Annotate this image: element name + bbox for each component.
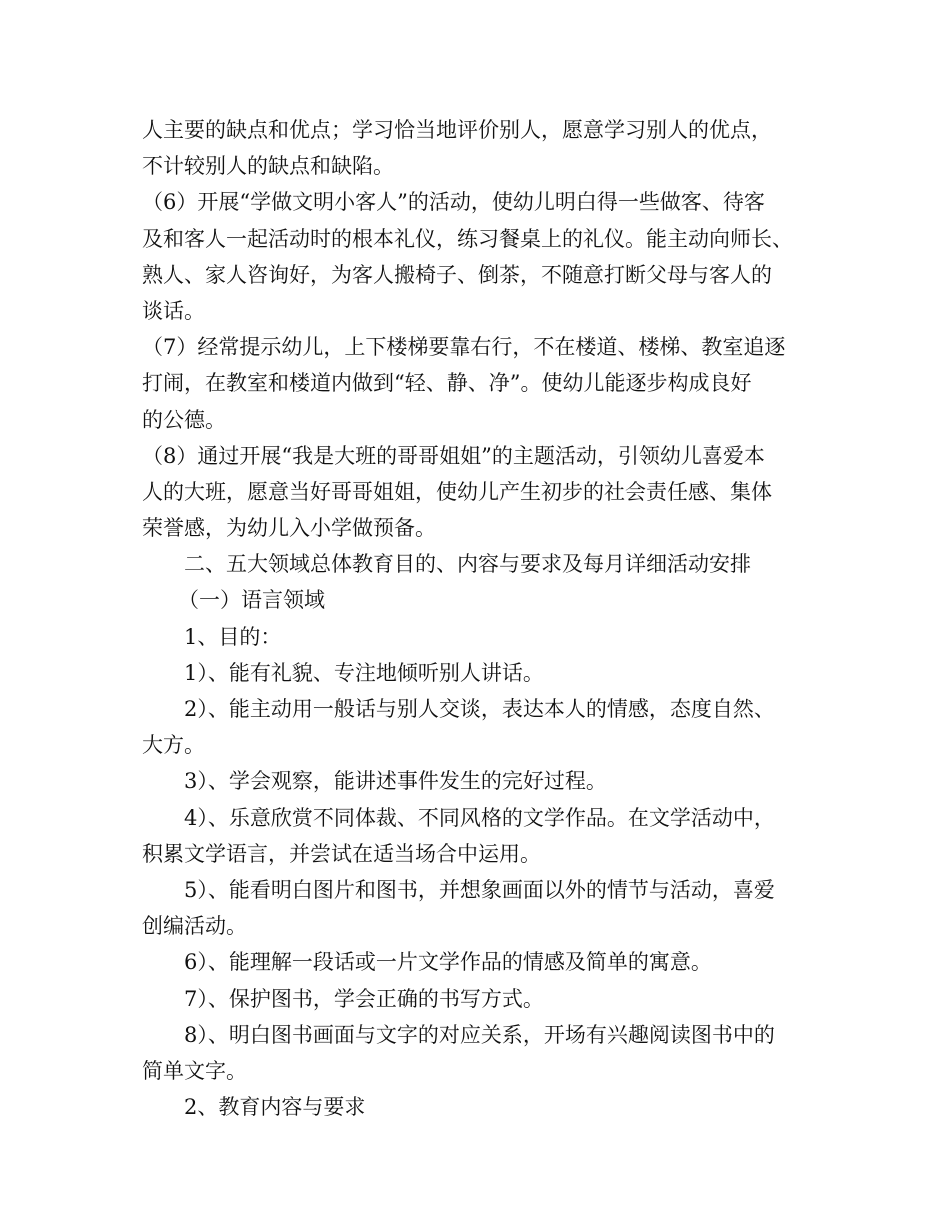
text-line: 创编活动。 (142, 914, 247, 939)
text-line: （8）通过开展“我是大班的哥哥姐姐”的主题活动，引领幼儿喜爱本 (142, 443, 765, 468)
subsection-heading: （一）语言领域 (178, 588, 325, 613)
text-line: 8）、明白图书画面与文字的对应关系，开场有兴趣阅读图书中的 (184, 1022, 775, 1047)
item-heading: 2、教育内容与要求 (184, 1095, 366, 1120)
text-line: 1）、能有礼貌、专注地倾听别人讲话。 (184, 660, 544, 685)
text-line: 4）、乐意欣赏不同体裁、不同风格的文学作品。在文学活动中， (184, 805, 775, 830)
text-line: 简单文字。 (142, 1058, 247, 1083)
text-line: 及和客人一起活动时的根本礼仪，练习餐桌上的礼仪。能主动向师长、 (142, 226, 793, 251)
text-line: 7）、保护图书，学会正确的书写方式。 (184, 986, 544, 1011)
text-line: 大方。 (142, 733, 205, 758)
section-heading: 二、五大领域总体教育目的、内容与要求及每月详细活动安排 (184, 552, 751, 577)
text-line: 人主要的缺点和优点；学习恰当地评价别人，愿意学习别人的优点， (142, 118, 772, 142)
text-line: 人的大班，愿意当好哥哥姐姐，使幼儿产生初步的社会责任感、集体 (142, 479, 772, 504)
item-heading: 1、目的： (184, 624, 282, 649)
text-line: 5）、能看明白图片和图书，并想象画面以外的情节与活动，喜爱 (184, 877, 775, 902)
text-line: 谈话。 (142, 298, 205, 323)
text-line: 荣誉感，为幼儿入小学做预备。 (142, 516, 436, 541)
text-line: 打闹，在教室和楼道内做到“轻、静、净”。使幼儿能逐步构成良好 (142, 371, 752, 396)
body-text (142, 112, 822, 1125)
text-line: 6）、能理解一段话或一片文学作品的情感及简单的寓意。 (184, 950, 712, 975)
text-line: 2）、能主动用一般话与别人交谈，表达本人的情感，态度自然、 (184, 697, 775, 721)
text-line: （6）开展“学做文明小客人”的活动，使幼儿明白得一些做客、待客 (142, 190, 765, 215)
text-line: 的公德。 (142, 407, 226, 432)
text-line: 积累文学语言，并尝试在适当场合中运用。 (142, 841, 541, 866)
text-line: 不计较别人的缺点和缺陷。 (142, 154, 394, 179)
text-line: 熟人、家人咨询好，为客人搬椅子、倒茶，不随意打断父母与客人的 (142, 262, 772, 287)
text-line: 3）、学会观察，能讲述事件发生的完好过程。 (184, 769, 607, 794)
text-line: （7）经常提示幼儿，上下楼梯要靠右行，不在楼道、楼梯、教室追逐 (142, 335, 786, 360)
